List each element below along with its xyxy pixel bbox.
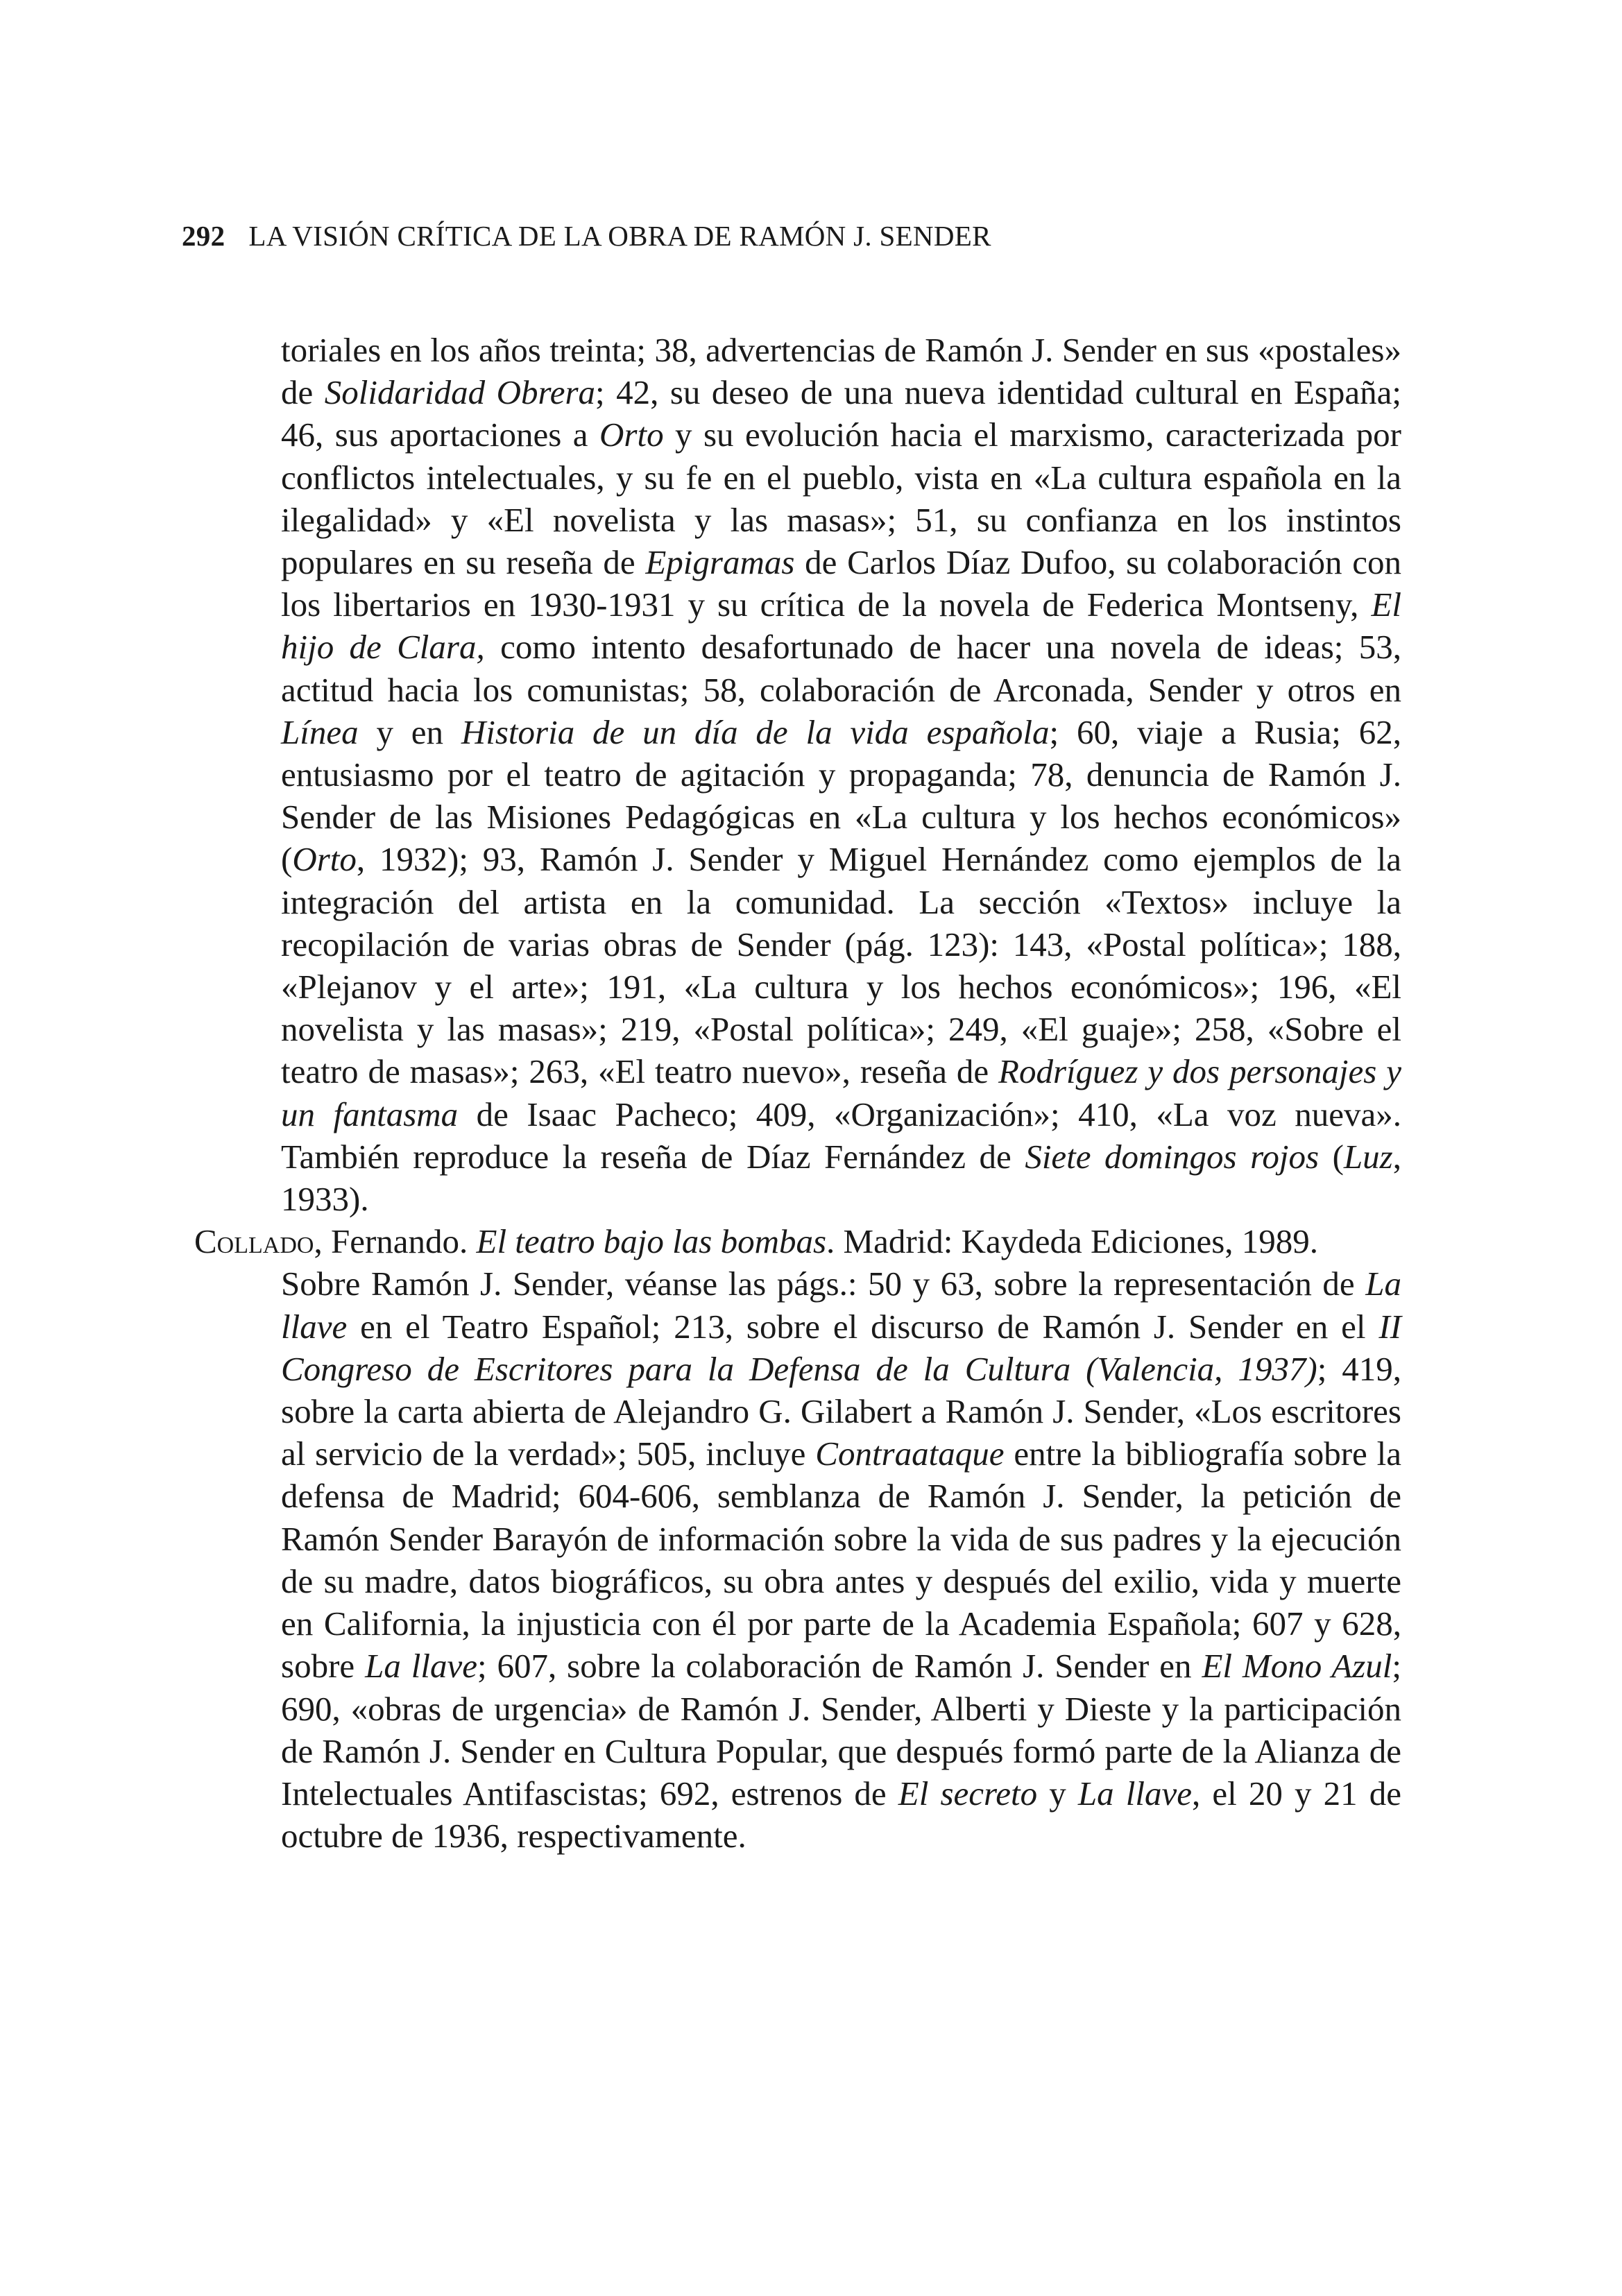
text-segment: ; 690, «obras de urgencia» de Ramón J. Sender, Alberti y Dieste y la participación de Ramón J. Sender en Cultura Popular, que después formó parte de la Alianza de Intelectuales Antifascistas; 692, estrenos de (281, 1647, 1402, 1813)
text-segment: como intento desafortunado de hacer una novela de ideas; 53, actitud hacia los comunistas; 58, colaboración de Arconada, Sender y otros en (281, 628, 1401, 709)
bibliography-entry-continued (281, 329, 1401, 1220)
author-surname: Collado (194, 1222, 314, 1261)
text-segment: de Isaac Pacheco; 409, «Organización»; 410, «La voz nueva». También reproduce la reseña de Díaz Fernández de (281, 1095, 1401, 1176)
italic-title: Solidaridad Obrera (324, 373, 596, 412)
text-segment: , el 20 y 21 de octubre de 1936, respectivamente. (281, 1774, 1401, 1856)
text-segment: entre la bibliografía sobre la defensa de Madrid; 604-606, semblanza de Ramón J. Sender, la petición de Ramón Sender Barayón de información sobre la vida de sus padres y la ejecución de su madre, datos biográficos, su obra antes y después del exilio, vida y muerte en California, la injusticia con él por parte de la Academia Española; 607 y 628, sobre (281, 1434, 1401, 1686)
italic-title: Línea (281, 712, 359, 751)
text-segment: ; 607, sobre la colaboración de Ramón J. Sender en (477, 1647, 1202, 1686)
text-segment: ( (1319, 1137, 1344, 1176)
italic-title: Contraataque (815, 1434, 1005, 1473)
running-head (182, 216, 991, 255)
text-segment: Sobre Ramón J. Sender, véanse las págs.: 50 y 63, sobre la representación de (281, 1265, 1366, 1303)
italic-title: Siete domingos rojos (1025, 1137, 1320, 1176)
page-number: 292 (182, 220, 225, 252)
bibliography-body (0, 329, 1622, 1857)
italic-title: La llave (365, 1647, 477, 1686)
italic-title: Orto (292, 840, 357, 879)
book-title: El teatro bajo las bombas (476, 1222, 827, 1261)
text-segment: y su evolución hacia el marxismo, caracterizada por conflictos intelectuales, y su fe en el pueblo, vista en «La cultura española en la ilegalidad» y «El novelista y las masas»; 51, su confianza en los instintos populares en su reseña de (281, 415, 1401, 582)
italic-title: Rodríguez y dos personajes y un fantasma (281, 1052, 1401, 1133)
publication-info: . Madrid: Kaydeda Ediciones, 1989. (826, 1222, 1319, 1261)
italic-title: El hijo de Clara, (281, 585, 1401, 667)
italic-title: El secreto (898, 1774, 1038, 1813)
text-segment: ; 419, sobre la carta abierta de Alejandro G. Gilabert a Ramón J. Sender, «Los escritores al servicio de la verdad»; 505, incluye (281, 1349, 1401, 1473)
text-segment: toriales en los años treinta; 38, advertencias de Ramón J. Sender en sus «postales» de (281, 331, 1401, 412)
text-segment: de Carlos Díaz Dufoo, su colaboración con los libertarios en 1930-1931 y su crítica de la novela de Federica Montseny, (281, 543, 1401, 624)
italic-title: II Congreso de Escritores para la Defensa de la Cultura (Valencia, 1937) (281, 1307, 1401, 1388)
text-segment: ; 60, viaje a Rusia; 62, entusiasmo por el teatro de agitación y propaganda; 78, denuncia de Ramón J. Sender de las Misiones Pedagógicas en «La cultura y los hechos económicos» ( (281, 712, 1401, 879)
italic-title: Orto (599, 415, 664, 454)
text-segment: y en (358, 712, 461, 751)
italic-title: La llave (281, 1265, 1401, 1346)
text-segment: ; 42, su deseo de una nueva identidad cultural en España; 46, sus aportaciones a (281, 373, 1401, 454)
text-segment: en el Teatro Español; 213, sobre el discurso de Ramón J. Sender en el (347, 1307, 1379, 1346)
italic-title: Epigramas (645, 543, 795, 582)
author-given-name: , Fernando. (314, 1222, 477, 1261)
running-title: LA VISIÓN CRÍTICA DE LA OBRA DE RAMÓN J. SENDER (248, 220, 991, 252)
italic-title: El Mono Azul (1202, 1647, 1392, 1686)
text-segment: y (1037, 1774, 1078, 1813)
entry-citation (194, 1220, 1401, 1262)
text-segment: , 1933). (281, 1137, 1401, 1219)
italic-title: Luz (1343, 1137, 1393, 1176)
bibliography-entry-collado (194, 1220, 1401, 1857)
italic-title: Historia de un día de la vida española (461, 712, 1050, 751)
entry-annotation (281, 1262, 1401, 1857)
text-segment: , 1932); 93, Ramón J. Sender y Miguel Hernández como ejemplos de la integración del artista en la comunidad. La sección «Textos» incluye la recopilación de varias obras de Sender (pág. 123): 143, «Postal política»; 188, «Plejanov y el arte»; 191, «La cultura y los hechos económicos»; 196, «El novelista y las masas»; 219, «Postal política»; 249, «El guaje»; 258, «Sobre el teatro de masas»; 263, «El teatro nuevo», reseña de (281, 840, 1401, 1091)
italic-title: La llave (1077, 1774, 1193, 1813)
